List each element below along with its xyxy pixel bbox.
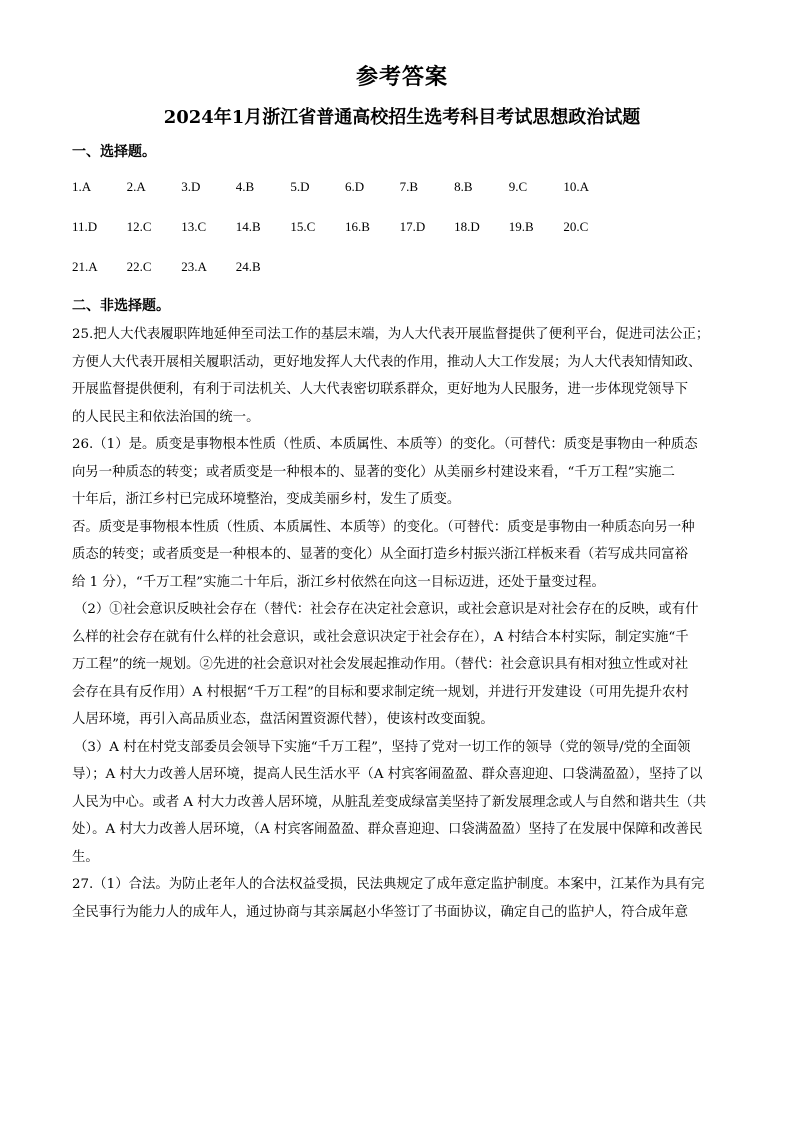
text-line: 全民事行为能力人的成年人，通过协商与其亲属赵小华签订了书面协议，确定自己的监护人，符合成年意 xyxy=(72,904,688,920)
answer-item: 11.D xyxy=(72,219,98,234)
text-line: 质态的转变；或者质变是一种根本的、显著的变化）从全面打造乡村振兴浙江样板来看（若写成共同富裕 xyxy=(72,547,688,562)
answer-q26-3 xyxy=(72,734,732,872)
answer-item: 21.A xyxy=(72,259,98,274)
text-line: 开展监督提供便利，有利于司法机关、人大代表密切联系群众，更好地为人民服务，进一步体现党领导下 xyxy=(72,382,688,397)
answer-item: 10.A xyxy=(563,179,589,194)
text-line: 生。 xyxy=(72,849,99,865)
text-line: 27.（1）合法。为防止老年人的合法权益受损，民法典规定了成年意定监护制度。本案中，江某作为具有完 xyxy=(72,877,705,892)
text-line: 方便人大代表开展相关履职活动，更好地发挥人大代表的作用，推动人大工作发展；为人大代表知情知政、 xyxy=(72,354,702,370)
answer-row-1 xyxy=(72,167,732,207)
answer-item: 8.B xyxy=(454,179,473,194)
answer-item: 5.D xyxy=(290,179,310,194)
answer-item: 2.A xyxy=(126,179,146,194)
answer-item: 3.D xyxy=(181,179,201,194)
answer-item: 15.C xyxy=(290,219,316,234)
text-line: 导）；A 村大力改善人居环境，提高人民生活水平（A 村宾客闹盈盈、群众喜迎迎、口袋满盈盈），坚持了以 xyxy=(72,767,703,782)
answer-item: 4.B xyxy=(235,179,255,194)
text-line: 万工程”的统一规划。②先进的社会意识对社会发展起推动作用。（替代：社会意识具有相对独立性或对社 xyxy=(72,657,689,672)
answer-item: 22.C xyxy=(126,259,152,274)
text-line: 否。质变是事物根本性质（性质、本质属性、本质等）的变化。（可替代：质变是事物由一种质态向另一种 xyxy=(72,519,695,535)
text-line: 向另一种质态的转变；或者质变是一种根本的、显著的变化）从美丽乡村建设来看，“千万工程”实施二 xyxy=(72,464,675,480)
text-line: 人居环境，再引入高品质业态，盘活闲置资源代替），使该村改变面貌。 xyxy=(72,712,494,727)
answer-item: 18.D xyxy=(454,219,480,234)
exam-subtitle: 2024年1月浙江省普通高校招生选考科目考试思想政治试题 xyxy=(163,107,641,128)
answer-item: 23.A xyxy=(181,259,207,274)
text-line: 25.把人大代表履职阵地延伸至司法工作的基层末端，为人大代表开展监督提供了便利平台，促进司法公正； xyxy=(72,327,710,342)
answer-item: 6.D xyxy=(344,179,365,194)
page-title: 参考答案 xyxy=(355,64,448,90)
answer-q25 xyxy=(72,321,732,431)
answer-item: 13.C xyxy=(181,219,207,234)
text-line: 26.（1）是。质变是事物根本性质（性质、本质属性、本质等）的变化。（可替代：质变是事物由一种质态 xyxy=(72,437,698,452)
text-line: （3）A 村在村党支部委员会领导下实施“千万工程”，坚持了党对一切工作的领导（党的领导/党的全面领 xyxy=(74,739,691,755)
section-heading-nonchoice: 二、非选择题。 xyxy=(72,298,170,314)
answer-item: 1.A xyxy=(72,179,92,194)
answer-item: 19.B xyxy=(508,219,534,234)
answer-q27-1 xyxy=(72,871,732,926)
answer-document xyxy=(72,60,732,926)
answer-q26-1-yes xyxy=(72,431,732,514)
text-line: 给 1 分），“千万工程”实施二十年后，浙江乡村依然在向这一目标迈进，还处于量变过程。 xyxy=(72,574,605,590)
answer-q26-2 xyxy=(72,596,732,734)
answer-item: 7.B xyxy=(399,179,418,194)
answer-item: 9.C xyxy=(508,179,528,194)
answer-item: 20.C xyxy=(563,219,589,234)
text-line: 的人民民主和依法治国的统一。 xyxy=(72,409,260,425)
answer-q26-1-no xyxy=(72,514,732,597)
text-line: 人民为中心。或者 A 村大力改善人居环境，从脏乱差变成绿富美坚持了新发展理念或人与自然和谐共生（共 xyxy=(72,794,707,810)
section-heading-choice: 一、选择题。 xyxy=(72,144,156,160)
answer-row-2 xyxy=(72,207,732,247)
text-line: 么样的社会存在就有什么样的社会意识，或社会意识决定于社会存在），A 村结合本村实际，制定实施“千 xyxy=(72,629,689,645)
answer-row-3 xyxy=(72,247,732,287)
answer-item: 16.B xyxy=(344,219,370,234)
text-line: 处）。A 村大力改善人居环境，（A 村宾客闹盈盈、群众喜迎迎、口袋满盈盈）坚持了在发展中保障和改善民 xyxy=(72,822,703,837)
text-line: 十年后，浙江乡村已完成环境整治，变成美丽乡村，发生了质变。 xyxy=(72,492,461,507)
answer-item: 24.B xyxy=(235,259,261,274)
answer-item: 12.C xyxy=(126,219,152,234)
text-line: 会存在具有反作用）A 村根据“千万工程”的目标和要求制定统一规划，并进行开发建设（可用先提升农村 xyxy=(72,684,689,700)
answer-item: 14.B xyxy=(235,219,261,234)
answer-item: 17.D xyxy=(399,219,426,234)
text-line: （2）①社会意识反映社会存在（替代：社会存在决定社会意识，或社会意识是对社会存在的反映，或有什 xyxy=(74,602,699,617)
